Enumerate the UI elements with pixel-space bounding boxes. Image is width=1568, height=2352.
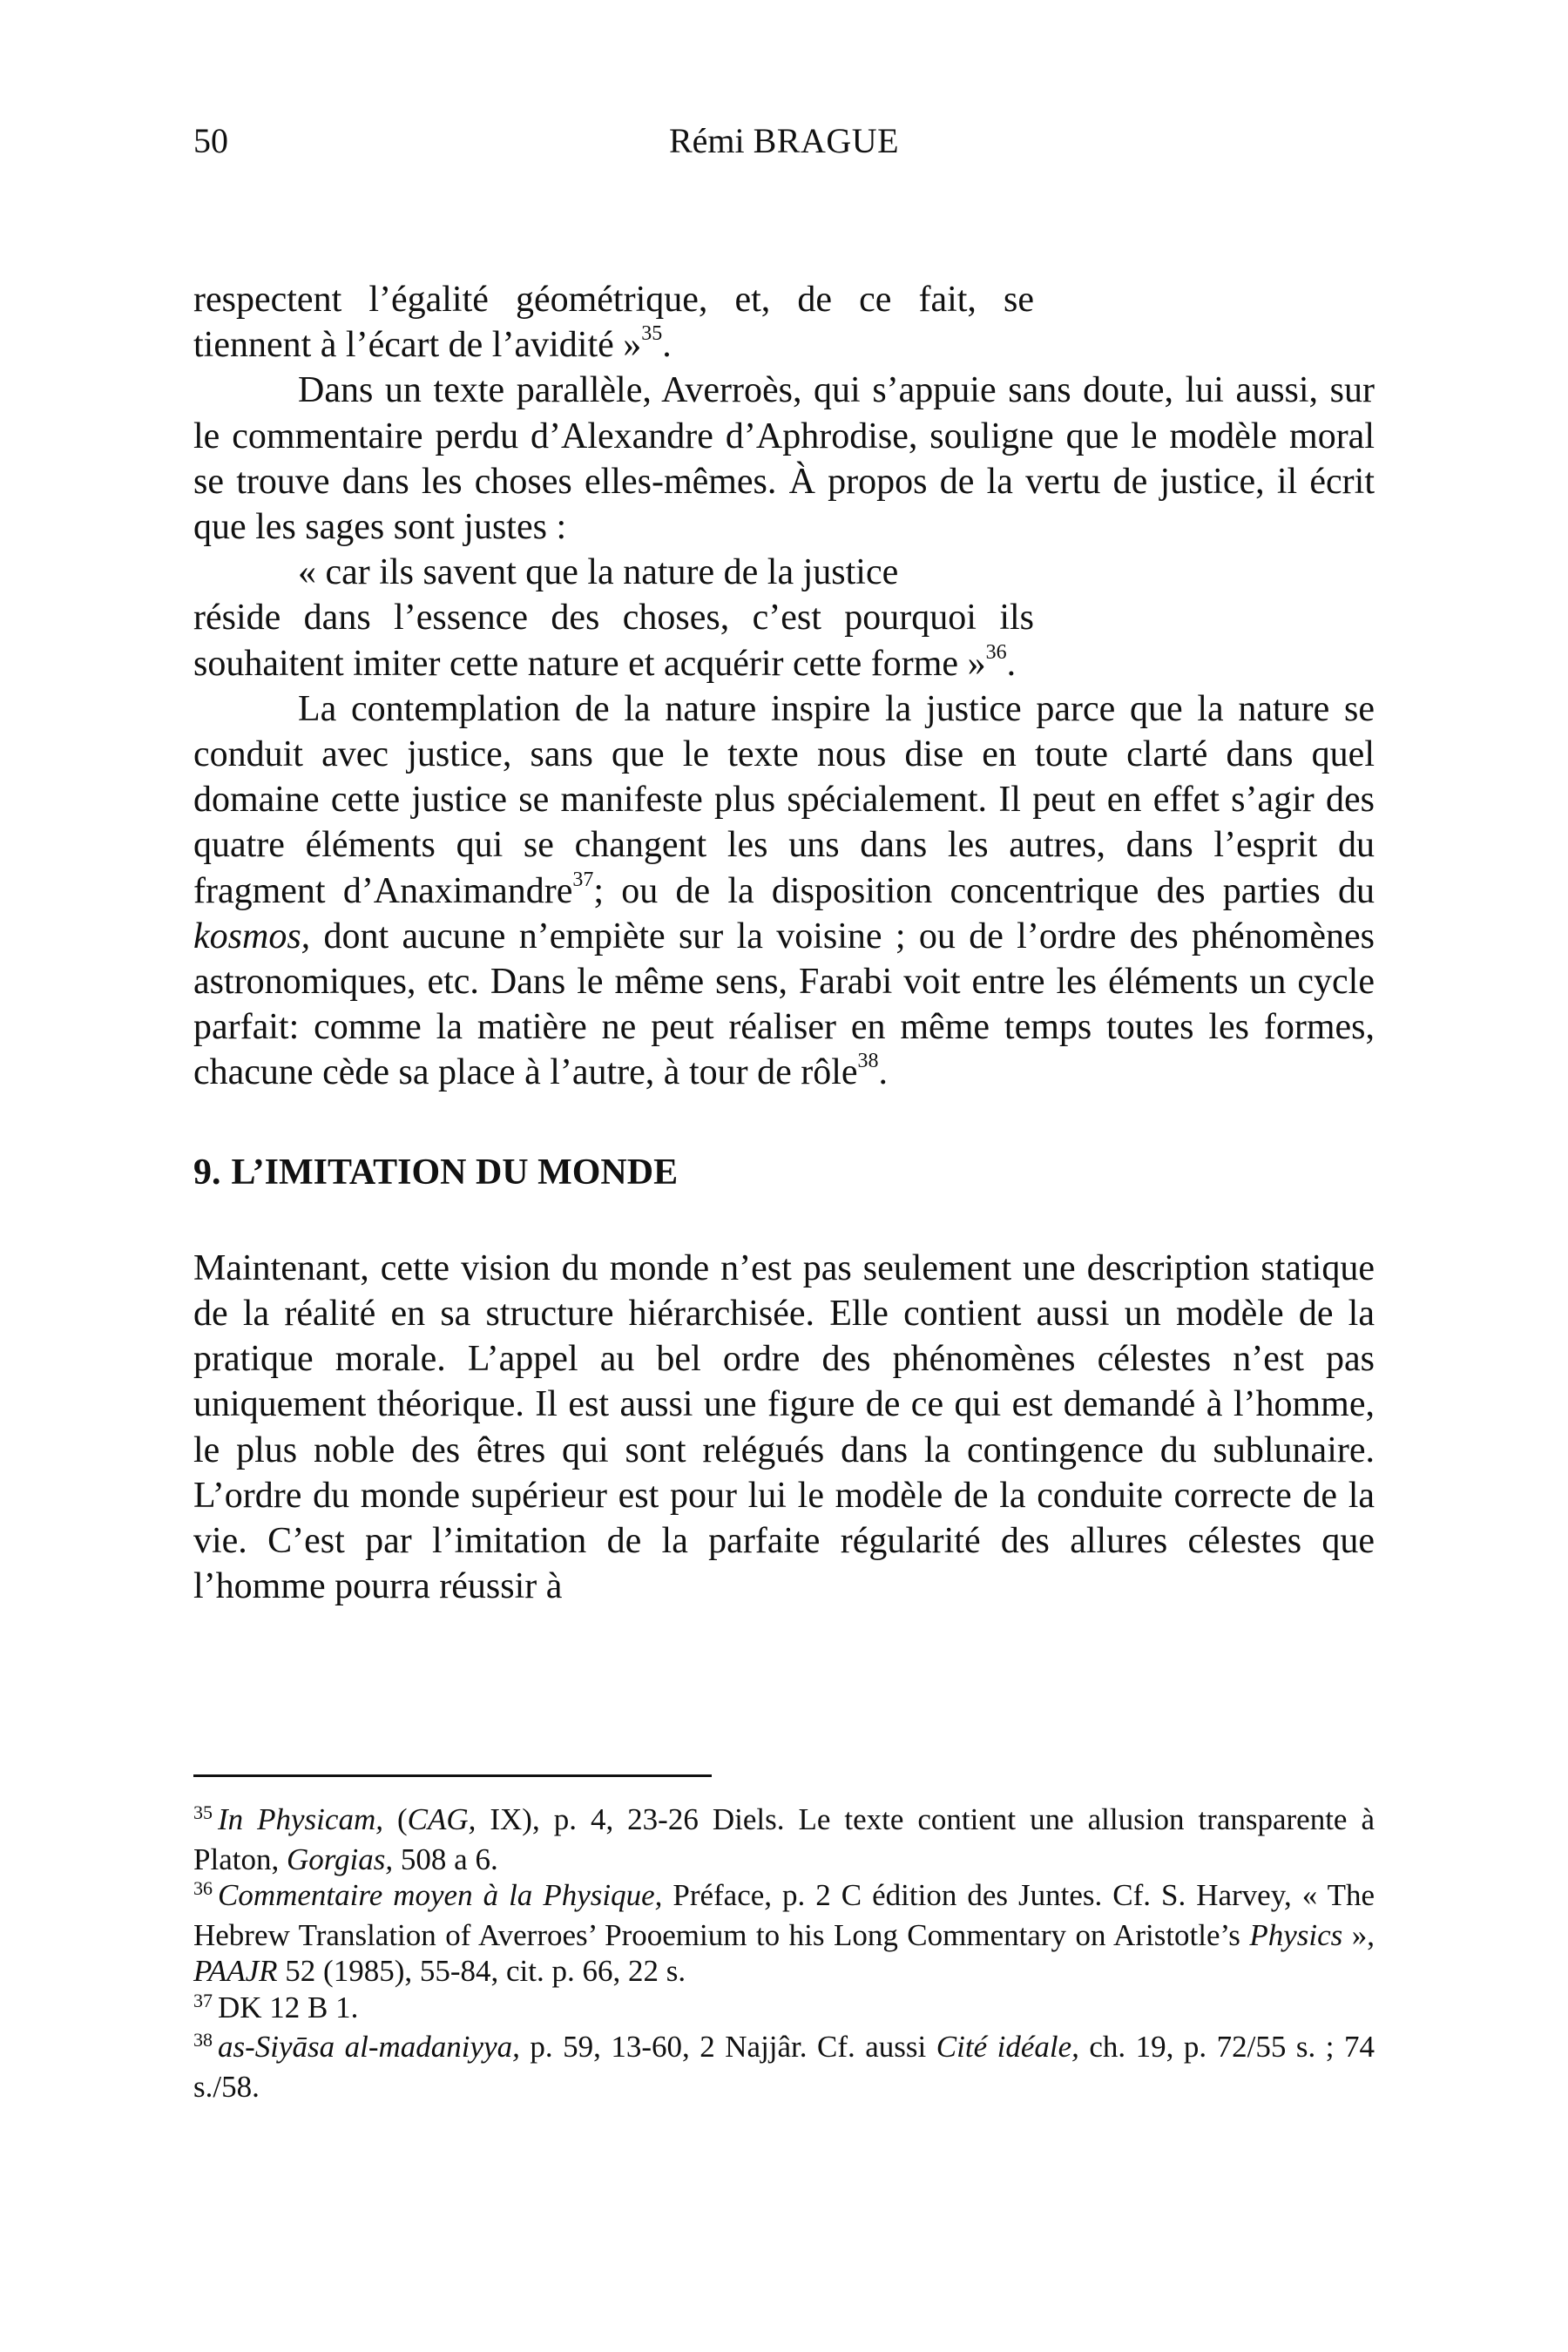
author-first-name: Rémi <box>668 121 754 160</box>
author-last-name: BRAGUE <box>753 121 900 160</box>
paragraph-2-part-1: La contemplation de la nature inspire la justice parce que la nature se conduit avec justice, sans que le texte nous dise en toute clarté dans quel domaine cette justice se manifeste plus spécialement. Il peut en effet s’agir des quatre éléments qui se changent les uns dans les autres, dans l’esprit du fragment d’Anaximandre <box>193 688 1375 911</box>
footnote-italic: Gorgias, <box>286 1842 394 1876</box>
footnote-italic: Commentaire moyen à la Physique, <box>218 1878 663 1912</box>
footnote-36 <box>193 1877 1375 1990</box>
footnote-37 <box>193 1990 1375 2030</box>
footnote-divider <box>193 1774 712 1777</box>
paragraph-2-end: . <box>878 1052 889 1093</box>
footnote-number: 37 <box>193 1989 213 2011</box>
footnote-35 <box>193 1801 1375 1877</box>
footnote-number: 35 <box>193 1801 213 1823</box>
footnote-italic: PAAJR <box>193 1954 278 1988</box>
footnote-text: ch. 19, p. 72/55 s. ; 74 s./58. <box>193 2030 1375 2104</box>
footnote-text: IX), p. 4, 23-26 Diels. Le texte contient une allusion transparente à Platon, <box>193 1802 1375 1876</box>
running-title <box>193 120 1375 161</box>
footnote-ref-37[interactable]: 37 <box>572 868 594 891</box>
paragraph-3: Maintenant, cette vision du monde n’est pas seulement une description statique de la réalité en sa structure hiérarchisée. Elle contient aussi un modèle de la pratique morale. L’appel au bel ordre des phénomènes célestes n’est pas uniquement théorique. Il est aussi une figure de ce qui est demandé à l’homme, le plus noble des êtres qui sont relégués dans la contingence du sublunaire. L’ordre du monde supérieur est pour lui le modèle de la conduite correcte de la vie. C’est par l’imitation de la parfaite régularité des allures célestes que l’homme pourra réussir à <box>193 1247 1375 1607</box>
section-number: 9. <box>193 1152 221 1193</box>
main-text <box>193 277 1375 1609</box>
paragraph-2-part-3: dont aucune n’empiète sur la voisine ; ou de l’ordre des phénomènes astronomiques, etc. Dans le même sens, Farabi voit entre les éléments un cycle parfait: comme la matière ne peut réaliser en même temps toutes les formes, chacune cède sa place à l’autre, à tour de rôle <box>193 916 1375 1093</box>
footnote-text: 508 a 6. <box>393 1842 498 1876</box>
footnote-text: Préface, p. 2 C édition des Juntes. Cf. S. Harvey, « The Hebrew Translation of Averroes’ Prooemium to his Long Commentary on Aristotle’s <box>193 1878 1375 1952</box>
footnote-number: 36 <box>193 1877 213 1899</box>
quote-1-text: respectent l’égalité géométrique, et, de ce fait, se tiennent à l’écart de l’avidité » <box>193 280 1034 366</box>
footnote-italic: CAG, <box>407 1802 476 1836</box>
footnote-ref-38[interactable]: 38 <box>857 1050 879 1073</box>
footnote-text: ( <box>382 1802 408 1836</box>
footnote-italic: Cité idéale, <box>936 2030 1079 2064</box>
block-quote-2 <box>193 550 1034 686</box>
paragraph-2-part-2: ; ou de la disposition concentrique des parties du <box>593 870 1375 911</box>
quote-2-end: . <box>1006 643 1017 684</box>
footnote-38 <box>193 2029 1375 2105</box>
section-heading <box>193 1150 1375 1195</box>
paragraph-2 <box>193 686 1375 1096</box>
section-title: L’IMITATION DU MONDE <box>231 1152 679 1193</box>
footnotes <box>193 1801 1375 2105</box>
quote-2-first-line: « car ils savent que la nature de la justice <box>298 552 899 593</box>
page-number: 50 <box>193 121 228 160</box>
footnote-italic: Physics <box>1249 1917 1343 1952</box>
footnote-ref-35[interactable]: 35 <box>641 322 663 346</box>
footnote-text: DK 12 B 1. <box>218 1990 359 2024</box>
quote-1-end: . <box>662 325 672 366</box>
running-head <box>193 120 1375 172</box>
block-quote-1 <box>193 277 1034 368</box>
footnote-number: 38 <box>193 2029 213 2051</box>
footnote-italic: In Physicam, <box>218 1802 383 1836</box>
footnote-text: 52 (1985), 55-84, cit. p. 66, 22 s. <box>277 1954 686 1988</box>
quote-2-rest: réside dans l’essence des choses, c’est pourquoi ils souhaitent imiter cette nature et acquérir cette forme » <box>193 598 1034 684</box>
footnote-italic: as-Siyāsa al-madaniyya, <box>218 2030 520 2064</box>
footnote-ref-36[interactable]: 36 <box>985 640 1007 664</box>
paragraph-1: Dans un texte parallèle, Averroès, qui s’appuie sans doute, lui aussi, sur le commentaire perdu d’Alexandre d’Aphrodise, souligne que le modèle moral se trouve dans les choses elles-mêmes. À propos de la vertu de justice, il écrit que les sages sont justes : <box>193 370 1375 548</box>
kosmos-term: kosmos, <box>193 916 311 956</box>
footnote-text: », <box>1342 1917 1375 1952</box>
footnote-text: p. 59, 13-60, 2 Najjâr. Cf. aussi <box>519 2030 936 2064</box>
